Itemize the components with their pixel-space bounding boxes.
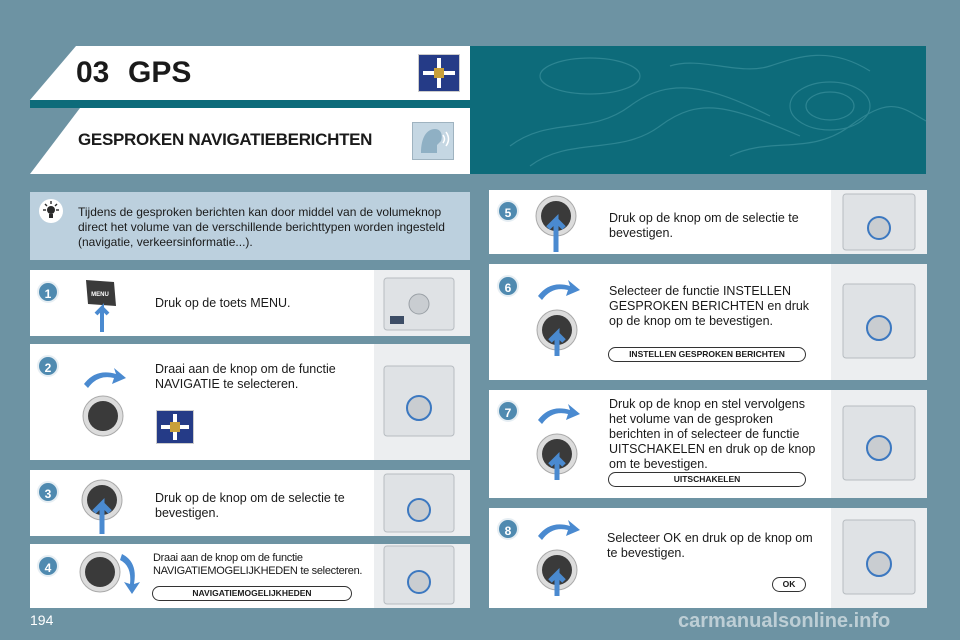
step-5-badge: 5 — [497, 200, 519, 222]
step-7-badge: 7 — [497, 400, 519, 422]
radio-panel-photo — [374, 470, 470, 536]
radio-panel-photo — [831, 390, 927, 498]
step-3-badge: 3 — [37, 481, 59, 503]
step-2-text: Draai aan de knop om de functie NAVIGATIE te selecteren. — [155, 362, 336, 391]
step-1-badge: 1 — [37, 281, 59, 303]
step-2-badge: 2 — [37, 355, 59, 377]
info-text: Tijdens de gesproken berichten kan door middel van de volumeknop direct het volume van de verschillende berichttypen worden ingesteld (navigatie, verkeersinformatie...). — [78, 205, 445, 249]
step-3-text: Druk op de knop om de selectie te bevestigen. — [155, 491, 345, 520]
radio-panel-photo — [831, 508, 927, 608]
step-6-badge: 6 — [497, 275, 519, 297]
radio-panel-photo — [374, 344, 470, 460]
push-knob-icon — [530, 194, 582, 259]
navigation-icon — [156, 410, 194, 444]
radio-panel-photo — [831, 264, 927, 380]
step-1-text: Druk op de toets MENU. — [155, 296, 291, 310]
rotate-push-knob-icon — [530, 518, 586, 603]
menu-button-icon — [82, 276, 122, 339]
step-8-badge: 8 — [497, 518, 519, 540]
menu-label-pill: UITSCHAKELEN — [608, 472, 806, 487]
menu-label-pill: INSTELLEN GESPROKEN BERICHTEN — [608, 347, 806, 362]
step-4-text: Draai aan de knop om de functie NAVIGATIEMOGELIJKHEDEN te selecteren. — [153, 552, 363, 577]
rotate-push-knob-icon — [530, 402, 586, 487]
step-6-text: Selecteer de functie INSTELLEN GESPROKEN BERICHTEN en druk op de knop om te bevestigen. — [609, 284, 810, 328]
section-corner — [30, 108, 80, 174]
tip-icon — [38, 198, 64, 224]
radio-panel-photo — [374, 544, 470, 608]
section-title: GESPROKEN NAVIGATIEBERICHTEN — [78, 130, 373, 149]
watermark: carmanualsonline.info — [678, 610, 891, 632]
rotate-knob-icon — [76, 548, 148, 601]
rotate-knob-icon — [76, 366, 132, 445]
step-8-text: Selecteer OK en druk op de knop om te bevestigen. — [607, 531, 813, 560]
menu-label-pill: NAVIGATIEMOGELIJKHEDEN — [152, 586, 352, 601]
menu-label-pill: OK — [772, 577, 806, 592]
radio-panel-photo — [831, 190, 927, 254]
step-7-text: Druk op de knop en stel vervolgens het volume van de gesproken berichten in of selecteer de functie UITSCHAKELEN en druk op de knop om te bevestigen. — [609, 397, 816, 471]
chapter-number: 03 — [76, 56, 110, 89]
page-number: 194 — [30, 612, 54, 628]
rotate-push-knob-icon — [530, 278, 586, 363]
header-map-graphic — [470, 46, 926, 174]
step-5-text: Druk op de knop om de selectie te bevestigen. — [609, 211, 799, 240]
header-divider — [30, 100, 470, 108]
voice-icon — [412, 122, 454, 160]
chapter-title: GPS — [128, 56, 192, 89]
push-knob-icon — [76, 476, 128, 541]
gps-icon — [418, 54, 460, 92]
menu-button-label: MENU — [91, 292, 109, 298]
step-4-badge: 4 — [37, 555, 59, 577]
radio-panel-photo — [374, 270, 470, 336]
header-corner — [30, 46, 76, 100]
